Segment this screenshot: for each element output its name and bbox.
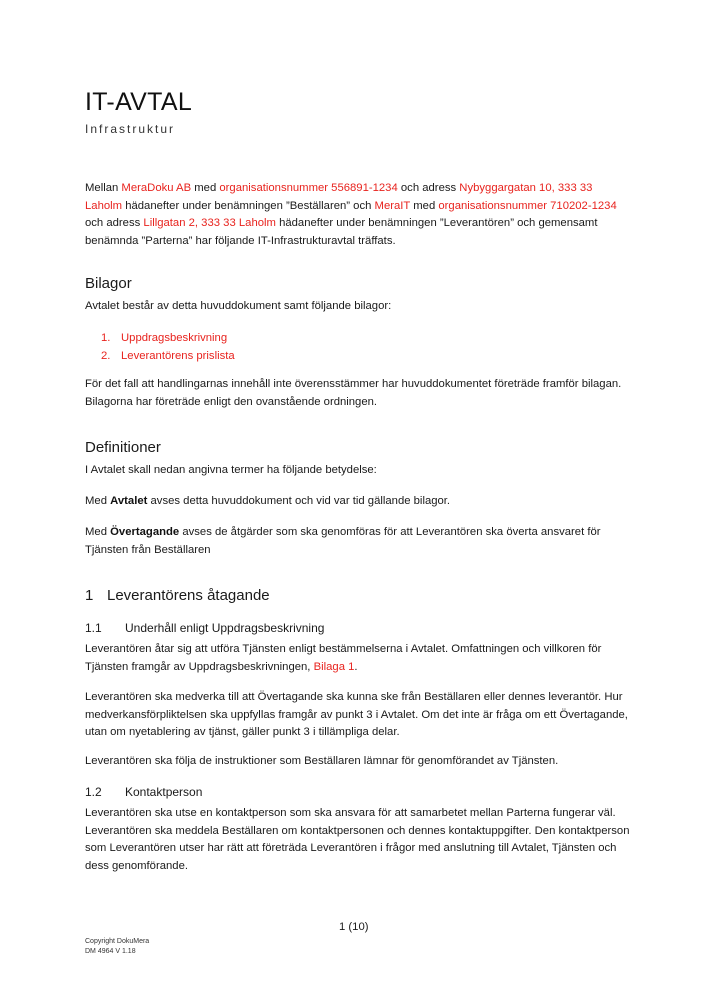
intro-text: och adress (85, 217, 144, 229)
heading-bilagor: Bilagor (85, 275, 132, 292)
heading-section-1-2 (85, 785, 202, 799)
definition-avtalet (85, 493, 630, 511)
definition-term: Avtalet (110, 495, 148, 507)
bilagor-intro: Avtalet består av detta huvuddokument samt följande bilagor: (85, 300, 392, 312)
bilagor-text: För det fall att handlingarnas innehåll inte överensstämmer har huvuddokumentet företräde framför bilagan. Bilagorna har företräde enligt den ovanstående ordningen. (85, 378, 622, 408)
definition-text: avses detta huvuddokument och vid var tid gällande bilagor. (147, 495, 451, 507)
definition-text: Med (85, 526, 111, 538)
intro-text: med (410, 199, 439, 212)
document-subtitle: Infrastruktur (85, 122, 176, 136)
list-item-number: 2. (101, 349, 111, 362)
definition-text: Med (85, 495, 111, 507)
intro-text: med (191, 182, 220, 194)
section-title: Kontaktperson (125, 785, 203, 799)
supplier-orgnr: organisationsnummer 710202-1234 (438, 199, 617, 212)
section-number: 1 (85, 587, 94, 604)
list-item-label: Uppdragsbeskrivning (121, 332, 228, 344)
section-title: Underhåll enligt Uppdragsbeskrivning (125, 621, 325, 635)
intro-text: hädanefter under benämningen ”Leverantören” och gemensamt benämnda ”Parterna” har följande IT-Infrastrukturavtal träffats. (85, 217, 598, 247)
company-orgnr: organisationsnummer 556891-1234 (219, 182, 398, 194)
bilagor-list (101, 330, 235, 365)
paragraph-text: . (354, 660, 358, 673)
definition-text: avses de åtgärder som ska genomföras för att Leverantören ska överta ansvaret för Tjänsten från Beställaren (85, 526, 601, 556)
section-number: 1.2 (85, 785, 102, 799)
bilaga-reference: Bilaga 1 (313, 660, 355, 673)
footer-docid: DM 4964 V 1.18 (85, 948, 136, 955)
definitioner-intro: I Avtalet skall nedan angivna termer ha följande betydelse: (85, 464, 377, 476)
heading-definitioner: Definitioner (85, 439, 161, 456)
intro-text: hädanefter under benämningen ”Beställaren” och (122, 199, 375, 212)
document-title: IT-AVTAL (85, 88, 193, 116)
list-item (101, 348, 235, 366)
section-1-1-paragraph-1 (85, 641, 630, 676)
definition-term: Övertagande (110, 526, 180, 538)
list-item-label: Leverantörens prislista (121, 349, 235, 362)
supplier-address: Lillgatan 2, 333 33 Laholm (143, 217, 276, 229)
list-item-number: 1. (101, 332, 111, 344)
section-1-2-paragraph-1: Leverantören ska utse en kontaktperson som ska ansvara för att samarbetet mellan Parterna fungerar väl. Leverantören ska meddela Beställaren om kontaktpersonen och dennes kontaktuppgifter. Den kontaktperson som Leverantören utser har rätt att företräda Leverantören i frågor med anslutning till Avtalet, Tjänsten och dess genomförande. (85, 807, 630, 872)
section-title: Leverantörens åtagande (107, 587, 270, 604)
definition-overtagande (85, 524, 630, 559)
company-address: Nybyggargatan 10, 333 33 Laholm (85, 182, 593, 212)
intro-text: och adress (397, 182, 460, 194)
section-1-1-paragraph-2: Leverantören ska medverka till att Övertagande ska kunna ske från Beställaren eller dennes leverantör. Hur medverkansförpliktelsen ska uppfyllas framgår av punkt 3 i Avtalet. Om det inte är fråga om ett Övertagande, utan om nyetablering av tjänst, gäller punkt 3 i tillämpliga delar. (85, 691, 628, 738)
intro-text: Mellan (85, 182, 122, 194)
footer-copyright: Copyright DokuMera (85, 938, 150, 945)
section-number: 1.1 (85, 621, 102, 635)
company-name: MeraDoku AB (121, 182, 192, 194)
list-item (101, 330, 235, 348)
heading-section-1 (85, 587, 270, 604)
section-1-1-paragraph-3: Leverantören ska följa de instruktioner som Beställaren lämnar för genomförandet av Tjänsten. (85, 755, 559, 767)
heading-section-1-1 (85, 621, 324, 635)
page-number: 1 (10) (339, 921, 369, 933)
intro-paragraph (85, 180, 630, 250)
supplier-name: MeraIT (374, 199, 411, 212)
paragraph-text: Leverantören åtar sig att utföra Tjänsten enligt bestämmelserna i Avtalet. Omfattningen och villkoren för Tjänsten framgår av Uppdragsbeskrivningen, (85, 643, 602, 673)
